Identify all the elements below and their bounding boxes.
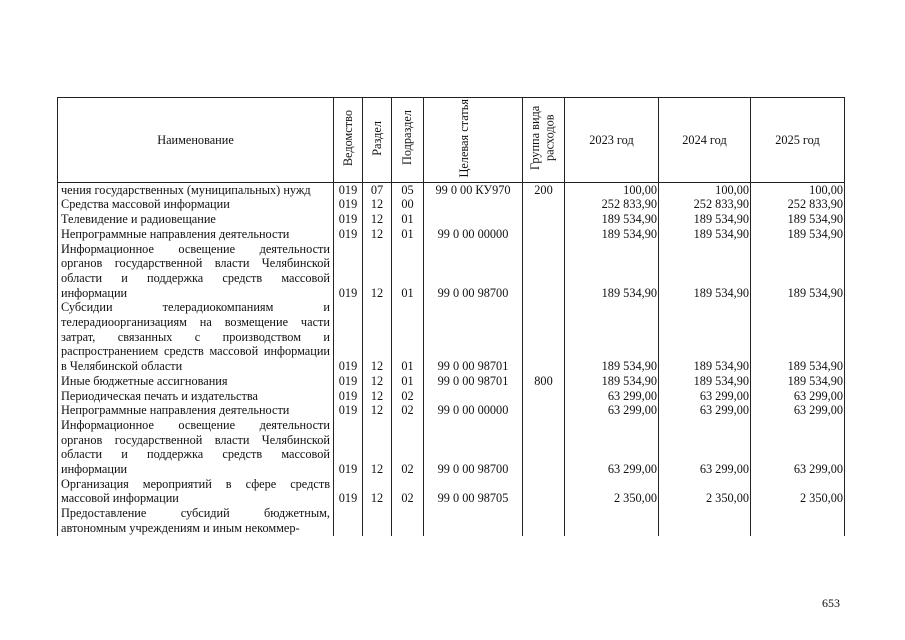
table-cell-2024: 189 534,90: [659, 212, 751, 227]
table-cell-2024: 100,00: [659, 182, 751, 197]
table-cell-razdel: 07: [363, 182, 392, 197]
table-cell-razdel: 12: [363, 389, 392, 404]
table-header-row: [58, 98, 845, 183]
table-cell-razdel: 12: [363, 197, 392, 212]
table-cell-vedomstvo: 019: [334, 242, 363, 301]
table-cell-celevaya-statya: [424, 197, 523, 212]
table-cell-2024: 63 299,00: [659, 418, 751, 477]
header-vedomstvo: Ведомство: [334, 98, 363, 183]
table-cell-gruppa: [523, 403, 565, 418]
budget-table: [57, 97, 845, 536]
table-cell-gruppa: 800: [523, 374, 565, 389]
table-cell-razdel: 12: [363, 418, 392, 477]
table-cell-podrazdel: 02: [392, 403, 424, 418]
table-cell-vedomstvo: 019: [334, 182, 363, 197]
table-row: [58, 389, 845, 404]
table-cell-celevaya-statya: 99 0 00 КУ970: [424, 182, 523, 197]
table-cell-name: чения государственных (муниципальных) нужд: [58, 182, 334, 197]
table-cell-razdel: 12: [363, 374, 392, 389]
table-cell-vedomstvo: 019: [334, 212, 363, 227]
table-cell-razdel: 12: [363, 242, 392, 301]
table-row: [58, 197, 845, 212]
table-cell-gruppa: [523, 212, 565, 227]
table-cell-podrazdel: 02: [392, 389, 424, 404]
table-cell-2025: 189 534,90: [751, 242, 845, 301]
table-row: [58, 182, 845, 197]
table-cell-gruppa: 200: [523, 182, 565, 197]
table-cell-2025: 63 299,00: [751, 389, 845, 404]
table-cell-gruppa: [523, 300, 565, 374]
table-cell-podrazdel: 05: [392, 182, 424, 197]
table-cell-celevaya-statya: 99 0 00 98705: [424, 477, 523, 506]
table-cell-podrazdel: 02: [392, 477, 424, 506]
table-cell-2023: 189 534,90: [565, 374, 659, 389]
table-cell-razdel: 12: [363, 227, 392, 242]
table-cell-2025: 2 350,00: [751, 477, 845, 506]
table-cell-podrazdel: 01: [392, 242, 424, 301]
table-cell-celevaya-statya: 99 0 00 98701: [424, 374, 523, 389]
table-cell-celevaya-statya: [424, 212, 523, 227]
table-cell-razdel: 12: [363, 477, 392, 506]
table-cell-2024: 2 350,00: [659, 477, 751, 506]
table-cell-name: Иные бюджетные ассигнования: [58, 374, 334, 389]
table-cell-podrazdel: 02: [392, 418, 424, 477]
table-row: [58, 374, 845, 389]
table-cell-vedomstvo: 019: [334, 389, 363, 404]
table-cell-2025: [751, 506, 845, 535]
table-cell-2025: 252 833,90: [751, 197, 845, 212]
table-cell-2024: 63 299,00: [659, 389, 751, 404]
table-cell-2023: 63 299,00: [565, 403, 659, 418]
table-cell-celevaya-statya: 99 0 00 98701: [424, 300, 523, 374]
table-cell-vedomstvo: 019: [334, 300, 363, 374]
table-cell-razdel: 12: [363, 300, 392, 374]
table-cell-2025: 100,00: [751, 182, 845, 197]
table-cell-2023: 100,00: [565, 182, 659, 197]
table-row: [58, 212, 845, 227]
table-cell-2023: 2 350,00: [565, 477, 659, 506]
table-row: [58, 403, 845, 418]
table-cell-name: Телевидение и радиовещание: [58, 212, 334, 227]
page-number: 653: [822, 596, 840, 610]
table-row: [58, 300, 845, 374]
table-cell-celevaya-statya: 99 0 00 00000: [424, 227, 523, 242]
table-row: [58, 242, 845, 301]
table-cell-gruppa: [523, 242, 565, 301]
table-cell-vedomstvo: 019: [334, 227, 363, 242]
table-cell-gruppa: [523, 477, 565, 506]
table-cell-name: Предоставление субсидий бюджетным, автономным учреждениям и иным некоммер-: [58, 506, 334, 535]
table-cell-razdel: 12: [363, 212, 392, 227]
table-cell-celevaya-statya: [424, 389, 523, 404]
table-cell-2024: 189 534,90: [659, 300, 751, 374]
table-cell-2024: 189 534,90: [659, 227, 751, 242]
table-cell-vedomstvo: [334, 506, 363, 535]
table-cell-2025: 63 299,00: [751, 403, 845, 418]
table-cell-gruppa: [523, 418, 565, 477]
table-cell-2023: 63 299,00: [565, 389, 659, 404]
table-cell-2024: 189 534,90: [659, 374, 751, 389]
header-razdel: Раздел: [363, 98, 392, 183]
table-cell-name: Субсидии телерадиокомпаниям и телерадиоорганизациям на возмещение части затрат, связанных с производством и распространением средств массовой информации в Челябинской области: [58, 300, 334, 374]
header-podrazdel: Подраздел: [392, 98, 424, 183]
table-cell-2024: [659, 506, 751, 535]
table-cell-name: Средства массовой информации: [58, 197, 334, 212]
table-cell-gruppa: [523, 227, 565, 242]
header-gruppa-vida-rashodov: Группа вида расходов: [523, 98, 565, 183]
table-cell-vedomstvo: 019: [334, 374, 363, 389]
table-cell-podrazdel: 01: [392, 374, 424, 389]
table-cell-2025: 63 299,00: [751, 418, 845, 477]
header-2023: 2023 год: [565, 98, 659, 183]
table-cell-name: Непрограммные направления деятельности: [58, 403, 334, 418]
header-celevaya-statya: Целевая статья: [424, 98, 523, 183]
table-cell-2025: 189 534,90: [751, 227, 845, 242]
table-cell-podrazdel: [392, 506, 424, 535]
table-row: [58, 418, 845, 477]
table-cell-celevaya-statya: [424, 506, 523, 535]
table-cell-2025: 189 534,90: [751, 212, 845, 227]
table-cell-razdel: 12: [363, 403, 392, 418]
table-cell-2024: 63 299,00: [659, 403, 751, 418]
header-name: Наименование: [58, 98, 334, 183]
table-cell-vedomstvo: 019: [334, 197, 363, 212]
table-cell-name: Организация мероприятий в сфере средств массовой информации: [58, 477, 334, 506]
table-cell-name: Непрограммные направления деятельности: [58, 227, 334, 242]
table-cell-podrazdel: 00: [392, 197, 424, 212]
table-cell-vedomstvo: 019: [334, 418, 363, 477]
table-row: [58, 477, 845, 506]
table-cell-2023: 189 534,90: [565, 212, 659, 227]
table-cell-name: Информационное освещение деятельности органов государственной власти Челябинской области и поддержка средств массовой информации: [58, 418, 334, 477]
table-cell-2023: [565, 506, 659, 535]
table-cell-razdel: [363, 506, 392, 535]
table-cell-2025: 189 534,90: [751, 300, 845, 374]
table-cell-gruppa: [523, 389, 565, 404]
table-cell-2024: 189 534,90: [659, 242, 751, 301]
table-cell-name: Информационное освещение деятельности органов государственной власти Челябинской области и поддержка средств массовой информации: [58, 242, 334, 301]
table-cell-celevaya-statya: 99 0 00 00000: [424, 403, 523, 418]
table-cell-podrazdel: 01: [392, 227, 424, 242]
header-2025: 2025 год: [751, 98, 845, 183]
table-row: [58, 506, 845, 535]
table-cell-podrazdel: 01: [392, 212, 424, 227]
header-2024: 2024 год: [659, 98, 751, 183]
table-cell-vedomstvo: 019: [334, 403, 363, 418]
table-cell-gruppa: [523, 506, 565, 535]
table-cell-2024: 252 833,90: [659, 197, 751, 212]
table-cell-2025: 189 534,90: [751, 374, 845, 389]
table-cell-name: Периодическая печать и издательства: [58, 389, 334, 404]
table-cell-2023: 189 534,90: [565, 227, 659, 242]
table-row: [58, 227, 845, 242]
table-cell-2023: 189 534,90: [565, 300, 659, 374]
table-cell-2023: 189 534,90: [565, 242, 659, 301]
table-cell-2023: 63 299,00: [565, 418, 659, 477]
table-cell-celevaya-statya: 99 0 00 98700: [424, 418, 523, 477]
table-cell-2023: 252 833,90: [565, 197, 659, 212]
table-cell-gruppa: [523, 197, 565, 212]
table-cell-vedomstvo: 019: [334, 477, 363, 506]
table-cell-celevaya-statya: 99 0 00 98700: [424, 242, 523, 301]
table-cell-podrazdel: 01: [392, 300, 424, 374]
